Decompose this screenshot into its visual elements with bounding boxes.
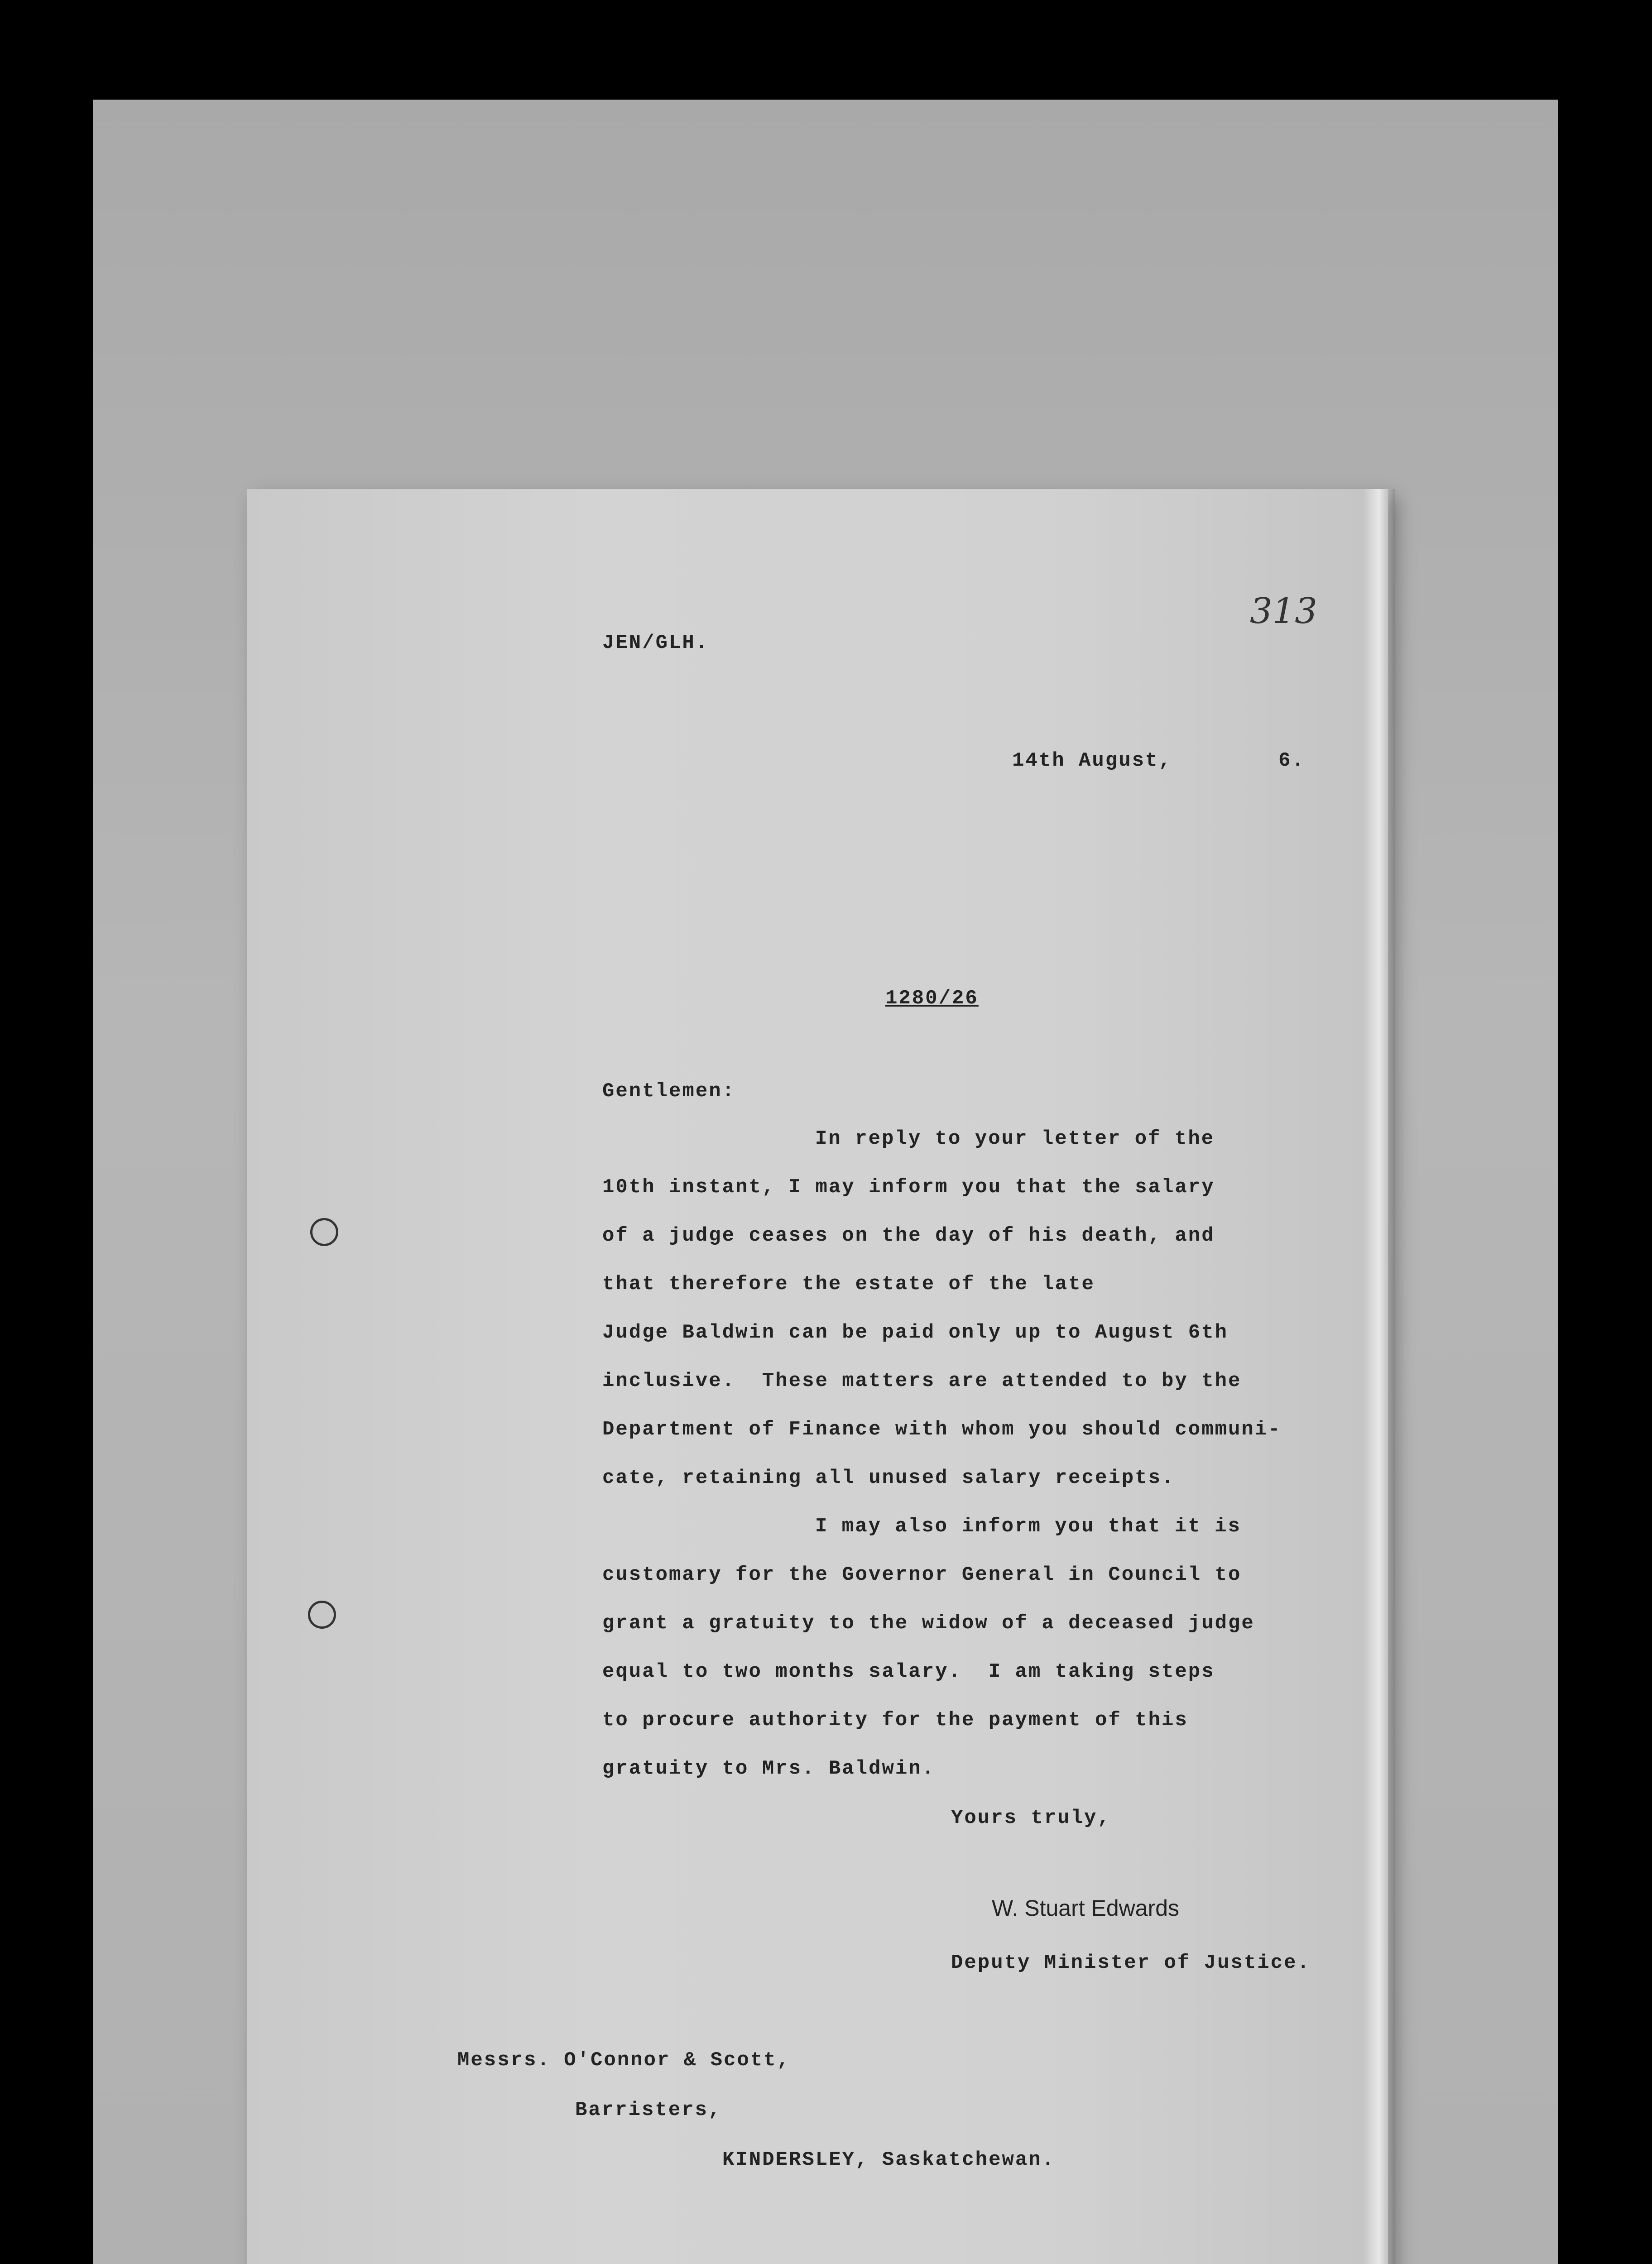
body-line: 10th instant, I may inform you that the salary (602, 1176, 1215, 1199)
closing: Yours truly, (951, 1807, 1111, 1829)
body-line: of a judge ceases on the day of his death, and (602, 1224, 1215, 1247)
salutation: Gentlemen: (602, 1080, 736, 1103)
body-line: Judge Baldwin can be paid only up to August 6th (602, 1321, 1229, 1344)
body-line: that therefore the estate of the late (602, 1273, 1095, 1295)
body-line: Department of Finance with whom you should communi- (602, 1418, 1282, 1441)
punch-hole-bottom (308, 1601, 336, 1629)
body-line: grant a gratuity to the widow of a deceased judge (602, 1612, 1255, 1635)
signatory-title: Deputy Minister of Justice. (951, 1952, 1311, 1974)
addressee-line3: KINDERSLEY, Saskatchewan. (722, 2149, 1056, 2171)
addressee-line1: Messrs. O'Connor & Scott, (457, 2049, 791, 2072)
body-line: to procure authority for the payment of this (602, 1709, 1188, 1732)
date-line: 14th August, 6. (1012, 749, 1305, 772)
body-line: gratuity to Mrs. Baldwin. (602, 1757, 936, 1780)
body-line: equal to two months salary. I am taking steps (602, 1660, 1215, 1683)
reference-initials: JEN/GLH. (602, 632, 709, 654)
addressee-line2: Barristers, (575, 2099, 722, 2121)
body-line: In reply to your letter of the (815, 1127, 1215, 1150)
body-line: cate, retaining all unused salary receipts. (602, 1467, 1175, 1489)
body-line: I may also inform you that it is (815, 1515, 1241, 1538)
file-number: 1280/26 (885, 987, 979, 1010)
punch-hole-top (310, 1218, 338, 1246)
signature: W. Stuart Edwards (992, 1895, 1180, 1921)
body-line: customary for the Governor General in Council to (602, 1564, 1242, 1586)
folio-number: 313 (1250, 591, 1317, 632)
body-line: inclusive. These matters are attended to by the (602, 1370, 1242, 1392)
letter-edge-fold (1363, 489, 1395, 2264)
